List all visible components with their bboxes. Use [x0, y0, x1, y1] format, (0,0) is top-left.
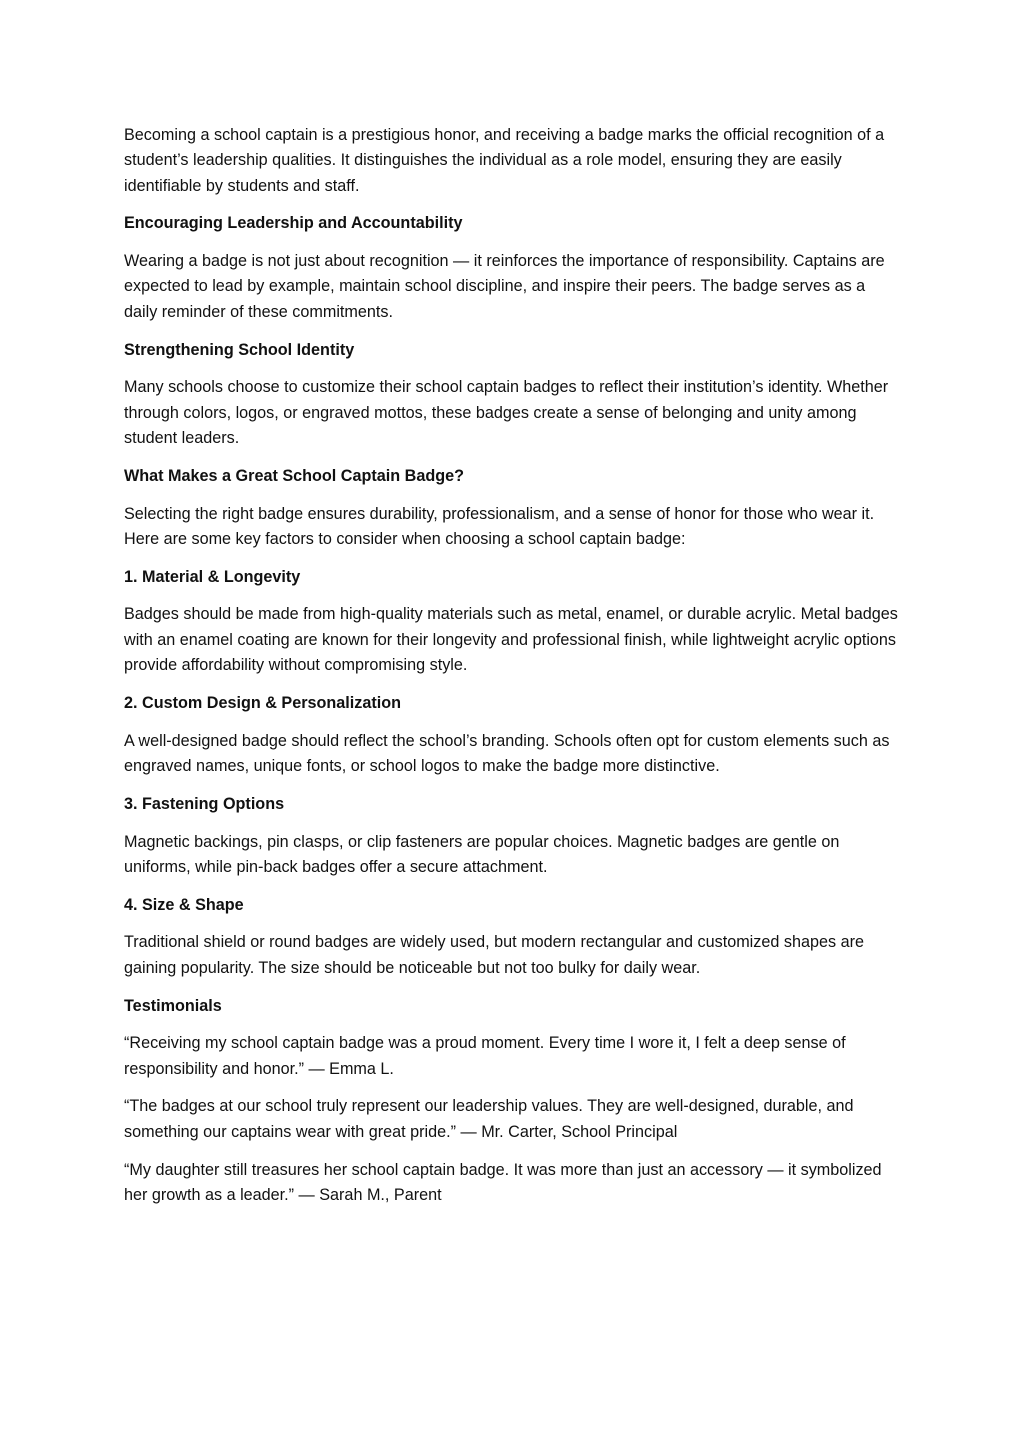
section-body: Magnetic backings, pin clasps, or clip fasteners are popular choices. Magnetic badges are gentle on uniforms, while pin-back badges offer a secure attachment. [124, 832, 840, 876]
section-heading: 4. Size & Shape [124, 895, 244, 914]
section-leadership [124, 211, 902, 325]
testimonial-quote: “My daughter still treasures her school captain badge. It was more than just an accessory — it symbolized her growth as a leader.” — Sarah M., Parent [124, 1160, 882, 1204]
testimonial-quote: “Receiving my school captain badge was a proud moment. Every time I wore it, I felt a deep sense of responsibility and honor.” — Emma L. [124, 1034, 846, 1078]
section-body: A well-designed badge should reflect the school’s branding. Schools often opt for custom elements such as engraved names, unique fonts, or school logos to make the badge more distinctive. [124, 731, 890, 775]
section-body: Badges should be made from high-quality materials such as metal, enamel, or durable acrylic. Metal badges with an enamel coating are known for their longevity and professional finish, while lightweight acrylic options provide affordability without compromising style. [124, 605, 898, 675]
section-fastening [124, 792, 902, 880]
testimonial-quote: “The badges at our school truly represent our leadership values. They are well-designed, durable, and something our captains wear with great pride.” — Mr. Carter, School Principal [124, 1097, 854, 1141]
section-custom-design [124, 691, 902, 779]
section-testimonials [124, 994, 902, 1209]
section-heading: What Makes a Great School Captain Badge? [124, 466, 465, 485]
section-great-badge [124, 464, 902, 552]
testimonials-heading: Testimonials [124, 996, 222, 1015]
section-heading: 3. Fastening Options [124, 794, 285, 813]
intro-paragraph: Becoming a school captain is a prestigious honor, and receiving a badge marks the official recognition of a student’s leadership qualities. It distinguishes the individual as a role model, ensuring they are easily identifiable by students and staff. [124, 126, 885, 195]
section-heading: Encouraging Leadership and Accountability [124, 214, 463, 233]
section-body: Selecting the right badge ensures durability, professionalism, and a sense of honor for those who wear it. Here are some key factors to consider when choosing a school captain badge: [124, 504, 875, 548]
section-body: Traditional shield or round badges are widely used, but modern rectangular and customized shapes are gaining popularity. The size should be noticeable but not too bulky for daily wear. [124, 933, 864, 977]
section-school-identity [124, 338, 902, 452]
section-heading: Strengthening School Identity [124, 340, 355, 359]
section-material [124, 565, 902, 679]
section-body: Many schools choose to customize their school captain badges to reflect their institution’s identity. Whether through colors, logos, or engraved mottos, these badges create a sense of belonging and unity among student leaders. [124, 378, 889, 447]
section-heading: 2. Custom Design & Personalization [124, 693, 402, 712]
section-body: Wearing a badge is not just about recognition — it reinforces the importance of responsibility. Captains are expected to lead by example, maintain school discipline, and inspire their peers. The badge serves as a daily reminder of these commitments. [124, 252, 885, 321]
section-size-shape [124, 893, 902, 981]
document-page [124, 123, 902, 1221]
section-heading: 1. Material & Longevity [124, 567, 301, 586]
